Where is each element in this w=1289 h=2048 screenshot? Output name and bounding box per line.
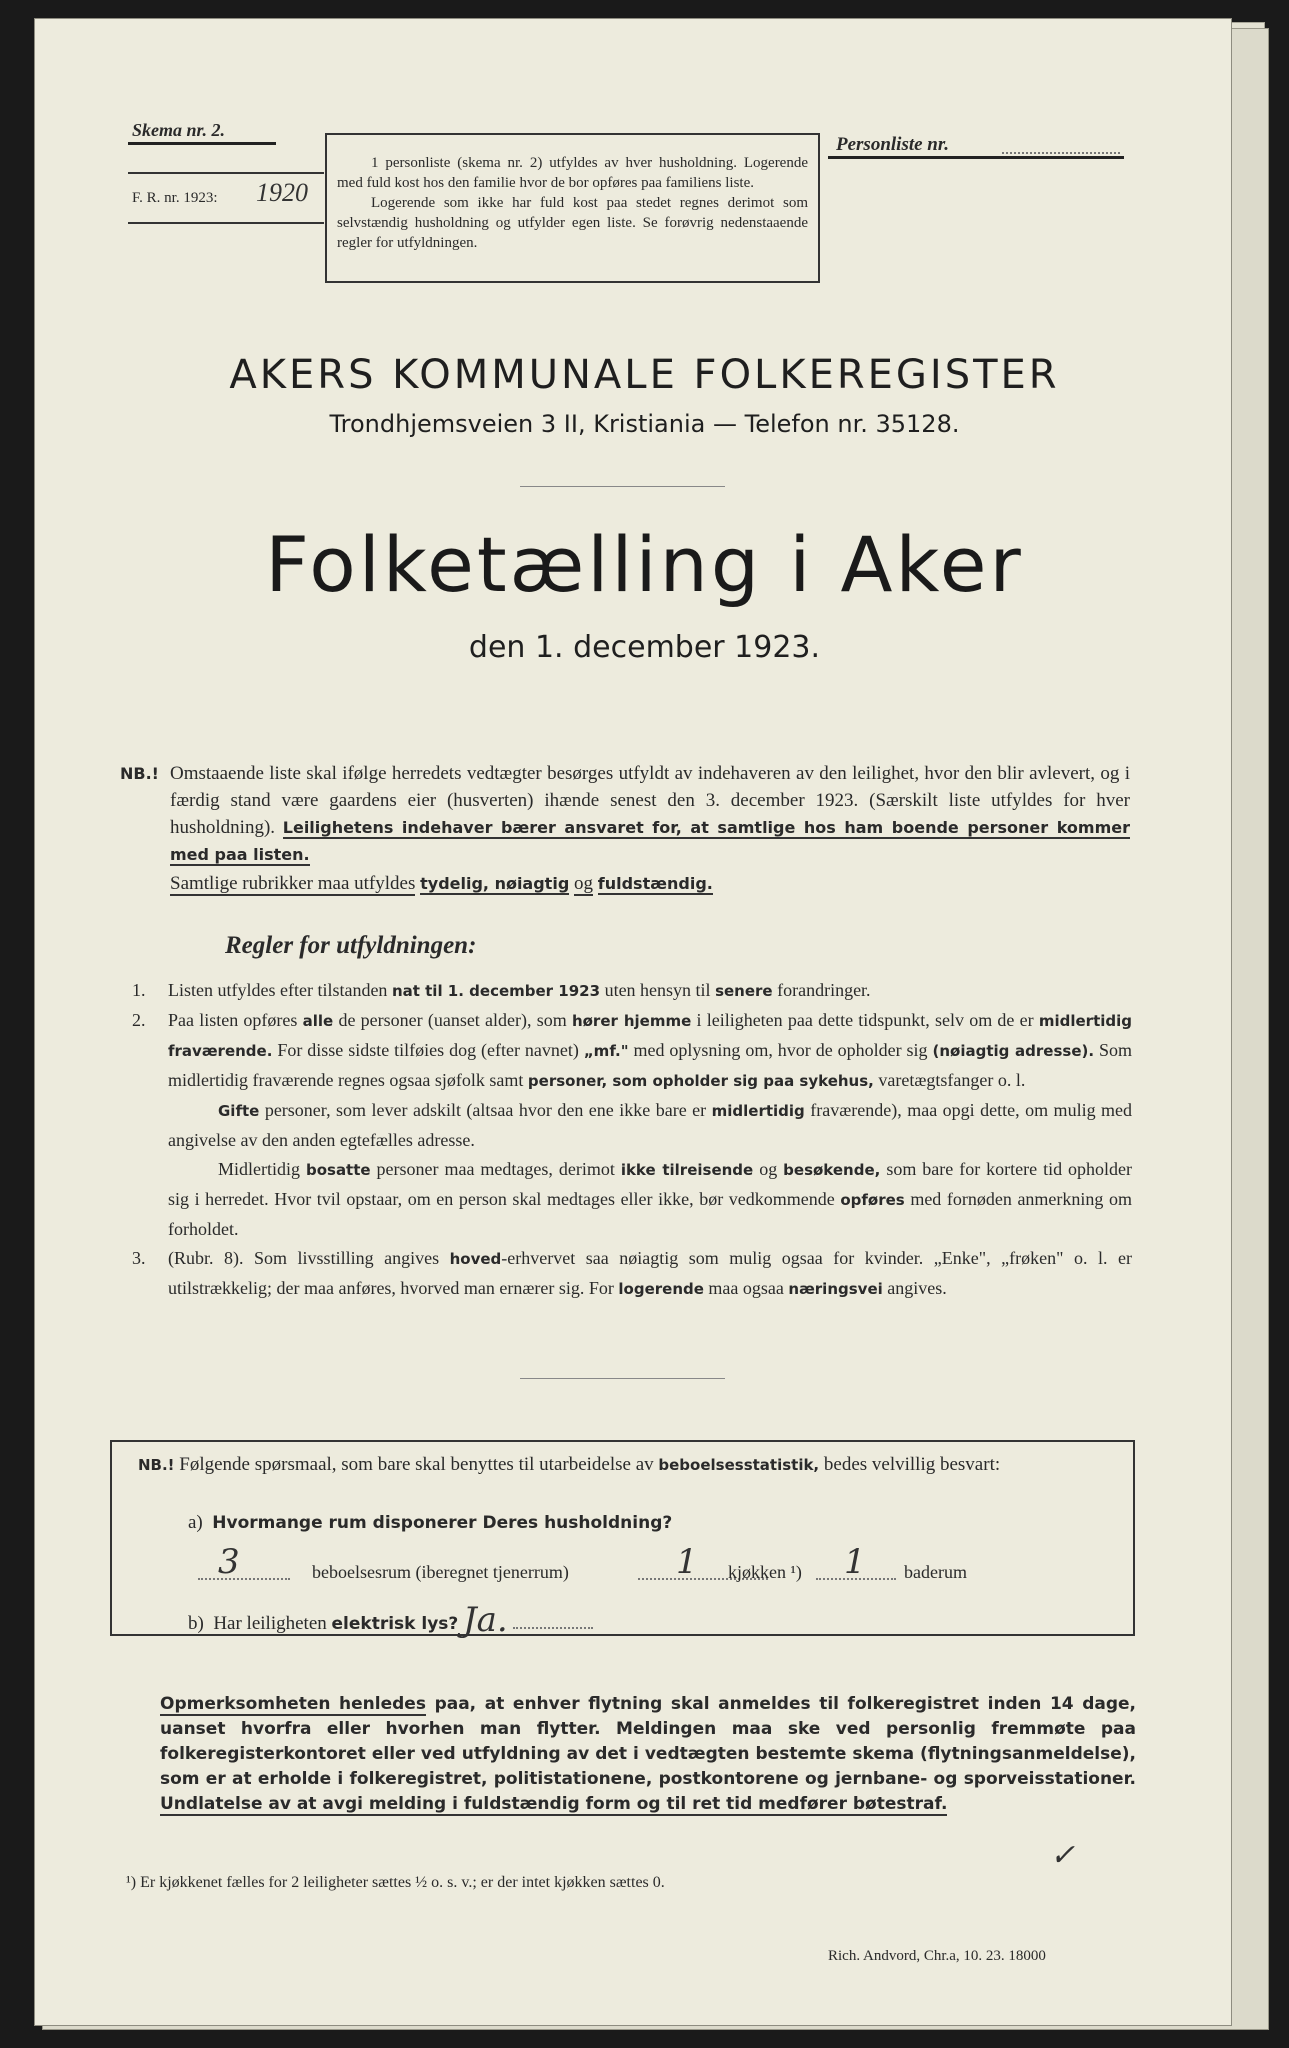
personliste-label: Personliste nr.: [836, 134, 949, 155]
rule-number: 3.: [132, 1248, 146, 1268]
office-name: AKERS KOMMUNALE FOLKEREGISTER: [229, 352, 1060, 398]
rule-text: de personer (uanset alder), som: [338, 1010, 567, 1030]
fr-number-handwritten: 1920: [256, 178, 308, 207]
rule-item: [132, 976, 1132, 1006]
nb-emphasis: tydelig, nøiagtig: [420, 874, 570, 893]
nb-line-text: Samtlige rubrikker maa utfyldes: [170, 873, 416, 894]
rule-text: maa ogsaa: [708, 1278, 784, 1298]
moving-notice: [160, 1692, 1136, 1817]
bath-label: baderum: [904, 1562, 967, 1582]
instruction-text: Logerende som ikke har fuld kost paa stedet regnes derimot som selvstændig husholdning og utfylder egen liste. Se forøvrig nedenstaaende regler for utfyldningen.: [337, 195, 808, 251]
question-text: Hvormange rum disponerer Deres husholdning?: [212, 1513, 673, 1533]
census-date: den 1. december 1923.: [468, 630, 821, 665]
rule-text: med fornøden anmerkning om forholdet.: [168, 1189, 1133, 1239]
rule-paragraph: [132, 1155, 1132, 1244]
rule-emphasis: ikke tilreisende: [620, 1161, 754, 1179]
question-label: b): [188, 1613, 204, 1634]
fr-number-label: F. R. nr. 1923:: [132, 190, 218, 206]
rule-emphasis: alle: [302, 1012, 334, 1030]
notice-emphasis: Opmerksomheten henledes: [160, 1694, 426, 1714]
rooms-value[interactable]: 3: [218, 1542, 240, 1582]
rule-item: [132, 1006, 1132, 1096]
instruction-box: [325, 133, 820, 283]
rooms-label: beboelsesrum (iberegnet tjenerrum): [312, 1562, 569, 1582]
rooms-answer-row: [188, 1542, 1088, 1590]
rule-emphasis: midlertidig: [711, 1102, 805, 1120]
instruction-text: 1 personliste (skema nr. 2) utfyldes av hver husholdning. Logerende med fuld kost hos den familie hvor de bor opføres paa familiens liste.: [337, 155, 808, 191]
rule-text: Midlertidig: [218, 1159, 300, 1179]
electric-light-field: [513, 1607, 593, 1629]
notice-emphasis: Undlatelse av at avgi melding i fuldstændig form og til ret tid medfører bøtestraf.: [160, 1794, 948, 1814]
nb-line-text: og: [574, 873, 594, 894]
rule-text: -erhvervet saa nøiagtig som mulig ogsaa for kvinder. „Enke", „frøken" o. l. er utilstrækkelig; der maa anføres, hvorved man ernærer sig. For: [168, 1248, 1132, 1298]
rule-text: Paa listen opføres: [168, 1010, 298, 1030]
check-mark: ✓: [1050, 1839, 1076, 1872]
question-text: Har leiligheten: [213, 1613, 327, 1634]
question-a: [188, 1512, 672, 1534]
rule-emphasis: senere: [715, 982, 773, 1000]
divider: [128, 142, 276, 145]
rule-emphasis: „mf.": [583, 1042, 629, 1060]
rule-emphasis: Gifte: [218, 1102, 260, 1120]
rule-emphasis: næringsvei: [788, 1280, 883, 1298]
rule-emphasis: midlertidig fraværende.: [168, 1012, 1132, 1060]
rule-paragraph: [132, 1096, 1132, 1155]
divider: [520, 1378, 725, 1379]
rule-text: i leiligheten paa dette tidspunkt, selv om de er: [696, 1010, 1034, 1030]
rule-text: (Rubr. 8). Som livsstilling angives: [168, 1248, 440, 1268]
nb-emphasis: Leilighetens indehaver bærer ansvaret for, at samtlige hos ham boende personer kommer med paa listen.: [170, 818, 1131, 864]
rule-text: Listen utfyldes efter tilstanden: [168, 980, 388, 1000]
electric-light-answer[interactable]: Ja.: [463, 1600, 508, 1640]
skema-number: Skema nr. 2.: [132, 120, 226, 140]
bath-value[interactable]: 1: [844, 1542, 866, 1582]
rule-text: personer maa medtages, derimot: [376, 1159, 615, 1179]
page-title: Folketælling i Aker: [265, 520, 1024, 609]
rule-emphasis: personer, som opholder sig paa sykehus,: [527, 1072, 874, 1090]
rule-text: som bare for kortere tid opholder sig i herredet. Hvor tvil opstaar, om en person skal medtages eller ikke, bør vedkommende: [168, 1159, 1133, 1209]
nb-emphasis: fuldstændig.: [597, 874, 713, 893]
printer-imprint: Rich. Andvord, Chr.a, 10. 23. 18000: [828, 1948, 1046, 1964]
personliste-field: [1002, 134, 1120, 154]
rule-emphasis: nat til 1. december 1923: [391, 982, 601, 1000]
rule-text: fraværende), maa opgi dette, om mulig med angivelse av den anden egtefælles adresse.: [168, 1100, 1133, 1150]
rule-emphasis: opføres: [840, 1191, 905, 1209]
rules-heading: Regler for utfyldningen:: [225, 932, 477, 959]
rule-emphasis: (nøiagtig adresse).: [932, 1042, 1095, 1060]
question-b: [188, 1598, 593, 1638]
rule-emphasis: hoved: [449, 1250, 502, 1268]
kitchen-label: kjøkken ¹): [728, 1562, 802, 1582]
nb-line: [170, 870, 1130, 897]
rule-text: forandringer.: [777, 980, 871, 1000]
office-address: Trondhjemsveien 3 II, Kristiania — Telefon nr. 35128.: [329, 410, 960, 438]
rule-text: angives.: [887, 1278, 947, 1298]
question-emphasis: elektrisk lys?: [331, 1614, 459, 1634]
housing-statistics-intro: [138, 1452, 1114, 1478]
rooms-field: [198, 1558, 290, 1580]
question-label: a): [188, 1512, 203, 1533]
rule-text: personer, som lever adskilt (altsaa hvor den ene ikke bare er: [264, 1100, 707, 1120]
rule-text: og: [759, 1159, 778, 1179]
rule-text: uten hensyn til: [604, 980, 711, 1000]
rule-item: [132, 1244, 1132, 1304]
rule-emphasis: besøkende,: [783, 1161, 881, 1179]
nb-text: Følgende spørsmaal, som bare skal benyttes til utarbeidelse av: [179, 1454, 654, 1475]
kitchen-value[interactable]: 1: [676, 1542, 698, 1582]
nb-emphasis: beboelsesstatistik,: [658, 1456, 820, 1474]
rules-list: [132, 976, 1132, 1304]
rule-number: 2.: [132, 1010, 146, 1030]
nb-label: NB.!: [120, 764, 159, 783]
footnote: ¹) Er kjøkkenet fælles for 2 leiligheter sættes ½ o. s. v.; er der intet kjøkken sættes 0.: [126, 1874, 665, 1891]
rule-emphasis: logerende: [618, 1280, 704, 1298]
divider: [128, 172, 324, 174]
nb-body: Omstaaende liste skal ifølge herredets vedtægter besørges utfyldt av indehaveren av den leilighet, hvor den blir avlevert, og i færdig stand være gaardens eier (husverten) ihænde senest den 3. december 1923. (Særskilt liste utfyldes for hver husholdning).: [170, 763, 1130, 838]
nb-text: [170, 760, 1130, 868]
nb-notice-1: [120, 760, 1130, 897]
divider: [828, 156, 1124, 159]
rule-text: varetægtsfanger o. l.: [878, 1070, 1026, 1090]
rule-number: 1.: [132, 980, 146, 1000]
rule-text: Som midlertidig fraværende regnes ogsaa sjøfolk samt: [168, 1040, 1133, 1090]
nb-text: bedes velvillig besvart:: [823, 1454, 1001, 1475]
rule-emphasis: hører hjemme: [571, 1012, 692, 1030]
nb-label: NB.!: [138, 1456, 175, 1474]
divider: [128, 222, 324, 224]
rule-text: med oplysning om, hvor de opholder sig: [633, 1040, 928, 1060]
rule-text: For disse sidste tilføies dog (efter navnet): [277, 1040, 579, 1060]
divider: [520, 486, 725, 487]
notice-text: paa, at enhver flytning skal anmeldes til folkeregistret inden 14 dage, uanset hvorfra eller hvorhen man flytter. Meldingen maa ske ved personlig fremmøte paa folkeregisterkontoret eller ved utfyldning av det i vedtægten bestemte skema (flytningsanmeldelse), som er at erholde i folkeregistret, politistationene, postkontorene og jernbane- og sporveisstationer.: [160, 1694, 1136, 1789]
rule-emphasis: bosatte: [305, 1161, 371, 1179]
